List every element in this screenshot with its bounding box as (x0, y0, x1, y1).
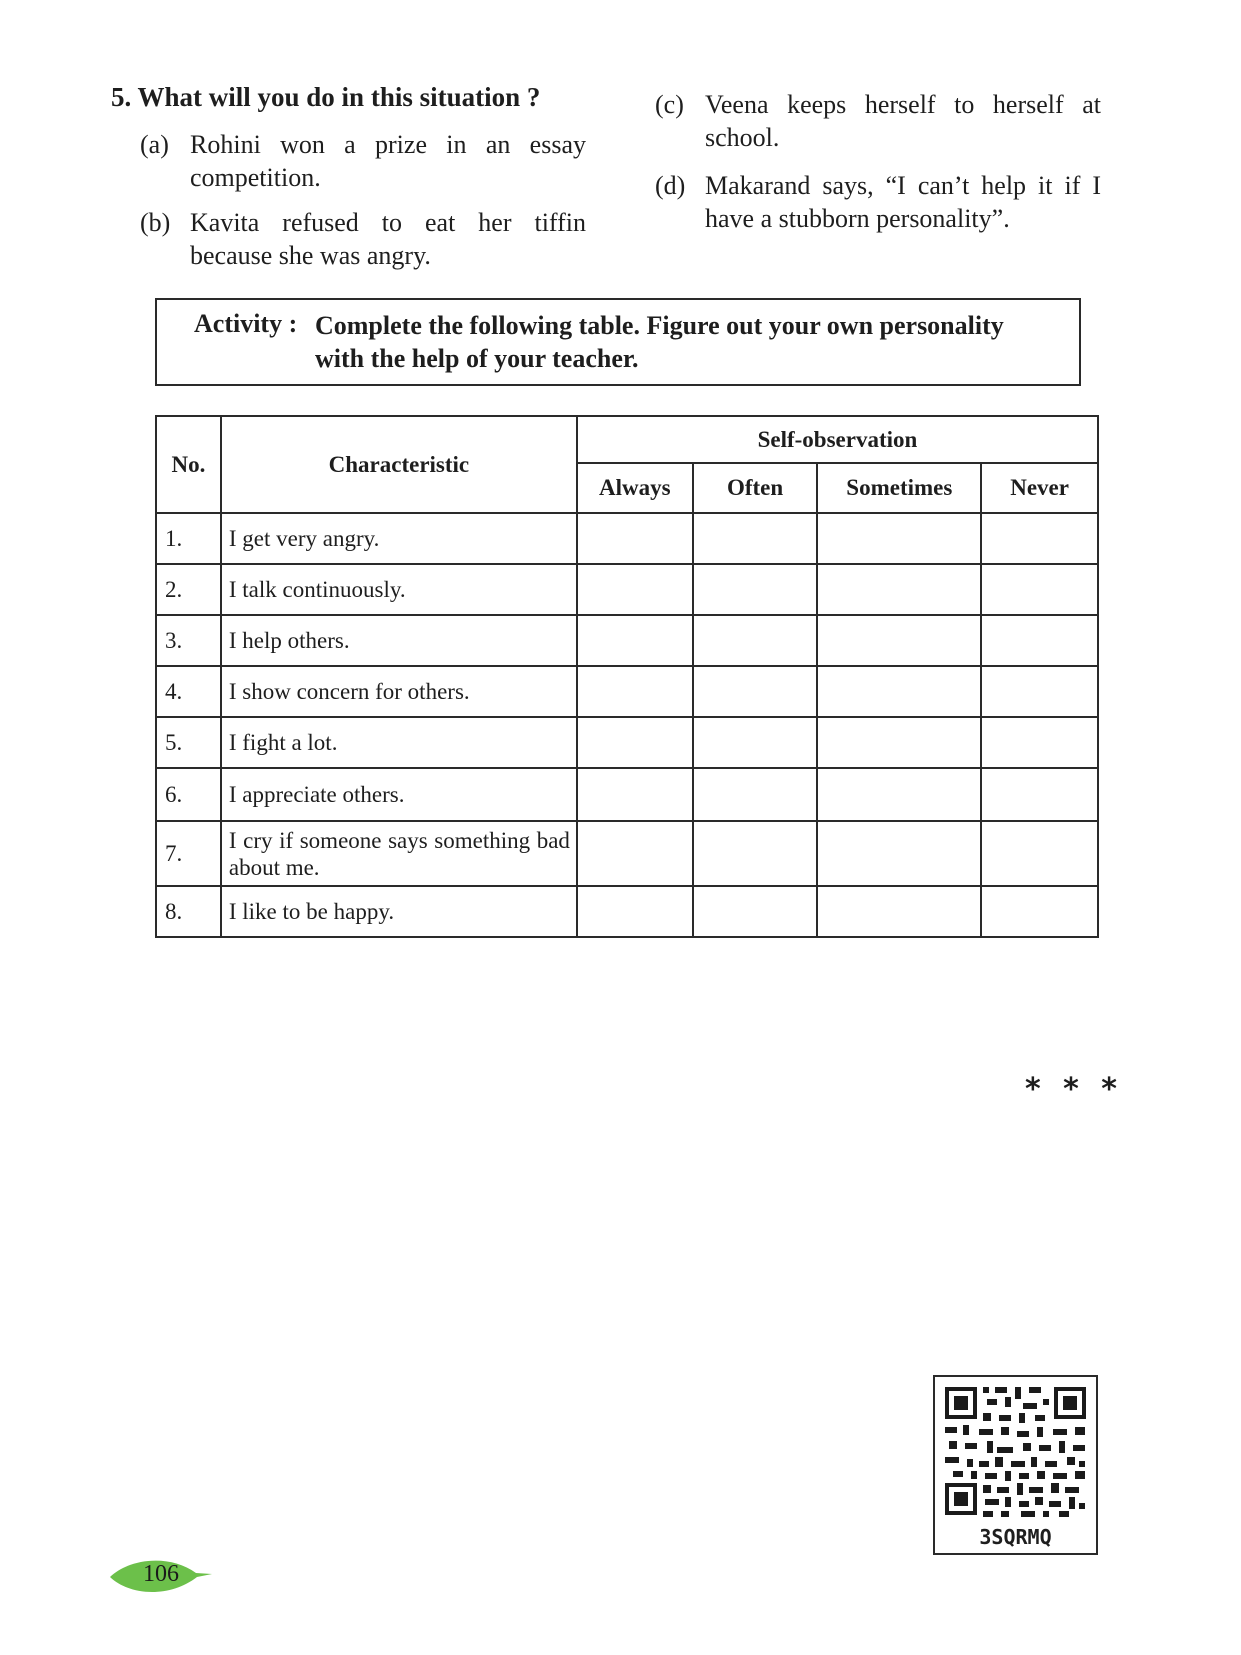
header-self-observation: Self-observation (577, 416, 1098, 463)
table-row (156, 768, 1098, 821)
page-number: 106 (143, 1561, 179, 1587)
cell-often[interactable] (693, 564, 818, 615)
cell-sometimes[interactable] (817, 513, 981, 564)
table-row (156, 717, 1098, 768)
cell-never[interactable] (981, 717, 1098, 768)
table-row (156, 666, 1098, 717)
header-no: No. (156, 416, 221, 513)
row-characteristic: I cry if someone says something bad about me. (221, 821, 577, 886)
cell-never[interactable] (981, 886, 1098, 937)
cell-often[interactable] (693, 615, 818, 666)
cell-always[interactable] (577, 564, 693, 615)
header-sometimes: Sometimes (817, 463, 981, 513)
cell-sometimes[interactable] (817, 768, 981, 821)
question-title: 5. What will you do in this situation ? (111, 82, 541, 112)
cell-sometimes[interactable] (817, 717, 981, 768)
option-a-label: (a) (140, 130, 169, 159)
cell-always[interactable] (577, 768, 693, 821)
option-a (140, 128, 590, 198)
cell-often[interactable] (693, 717, 818, 768)
row-characteristic: I get very angry. (221, 513, 577, 564)
row-number: 4. (156, 666, 221, 717)
table-row (156, 564, 1098, 615)
cell-always[interactable] (577, 821, 693, 886)
option-a-text: Rohini won a prize in an essay competition. (190, 130, 586, 192)
end-stars: * * * (1025, 1072, 1123, 1107)
qr-code[interactable] (933, 1375, 1098, 1555)
qr-code-icon (935, 1377, 1096, 1523)
header-characteristic: Characteristic (221, 416, 577, 513)
cell-sometimes[interactable] (817, 666, 981, 717)
cell-always[interactable] (577, 666, 693, 717)
activity-box (155, 298, 1081, 386)
cell-often[interactable] (693, 886, 818, 937)
table-row (156, 513, 1098, 564)
cell-often[interactable] (693, 821, 818, 886)
cell-sometimes[interactable] (817, 886, 981, 937)
row-number: 1. (156, 513, 221, 564)
option-c-label: (c) (655, 90, 684, 119)
row-characteristic: I talk continuously. (221, 564, 577, 615)
table-row (156, 886, 1098, 937)
cell-never[interactable] (981, 513, 1098, 564)
activity-text: Complete the following table. Figure out your own personality with the help of your teacher. (315, 311, 1004, 373)
row-characteristic: I fight a lot. (221, 717, 577, 768)
cell-often[interactable] (693, 513, 818, 564)
cell-never[interactable] (981, 666, 1098, 717)
activity-label: Activity : (194, 309, 298, 338)
row-characteristic: I appreciate others. (221, 768, 577, 821)
cell-often[interactable] (693, 768, 818, 821)
header-often: Often (693, 463, 818, 513)
row-number: 3. (156, 615, 221, 666)
cell-never[interactable] (981, 768, 1098, 821)
option-d (655, 169, 1105, 239)
row-characteristic: I help others. (221, 615, 577, 666)
row-characteristic: I like to be happy. (221, 886, 577, 937)
cell-always[interactable] (577, 615, 693, 666)
cell-never[interactable] (981, 821, 1098, 886)
option-d-label: (d) (655, 171, 686, 200)
row-number: 5. (156, 717, 221, 768)
qr-code-label: 3SQRMQ (979, 1525, 1052, 1549)
cell-always[interactable] (577, 886, 693, 937)
row-number: 8. (156, 886, 221, 937)
header-always: Always (577, 463, 693, 513)
option-b-label: (b) (140, 208, 171, 237)
self-observation-table (155, 415, 1099, 938)
cell-often[interactable] (693, 666, 818, 717)
option-d-text: Makarand says, “I can’t help it if I have a stubborn personality”. (705, 171, 1101, 233)
page-number-badge (108, 1556, 213, 1598)
table-row (156, 615, 1098, 666)
row-number: 6. (156, 768, 221, 821)
cell-never[interactable] (981, 615, 1098, 666)
row-number: 7. (156, 821, 221, 886)
cell-always[interactable] (577, 513, 693, 564)
cell-never[interactable] (981, 564, 1098, 615)
cell-sometimes[interactable] (817, 821, 981, 886)
cell-sometimes[interactable] (817, 615, 981, 666)
header-never: Never (981, 463, 1098, 513)
row-number: 2. (156, 564, 221, 615)
option-c-text: Veena keeps herself to herself at school. (705, 90, 1101, 152)
row-characteristic: I show concern for others. (221, 666, 577, 717)
table-row (156, 821, 1098, 886)
option-c (655, 88, 1105, 158)
cell-always[interactable] (577, 717, 693, 768)
option-b-text: Kavita refused to eat her tiffin because she was angry. (190, 208, 586, 270)
option-b (140, 206, 590, 276)
cell-sometimes[interactable] (817, 564, 981, 615)
